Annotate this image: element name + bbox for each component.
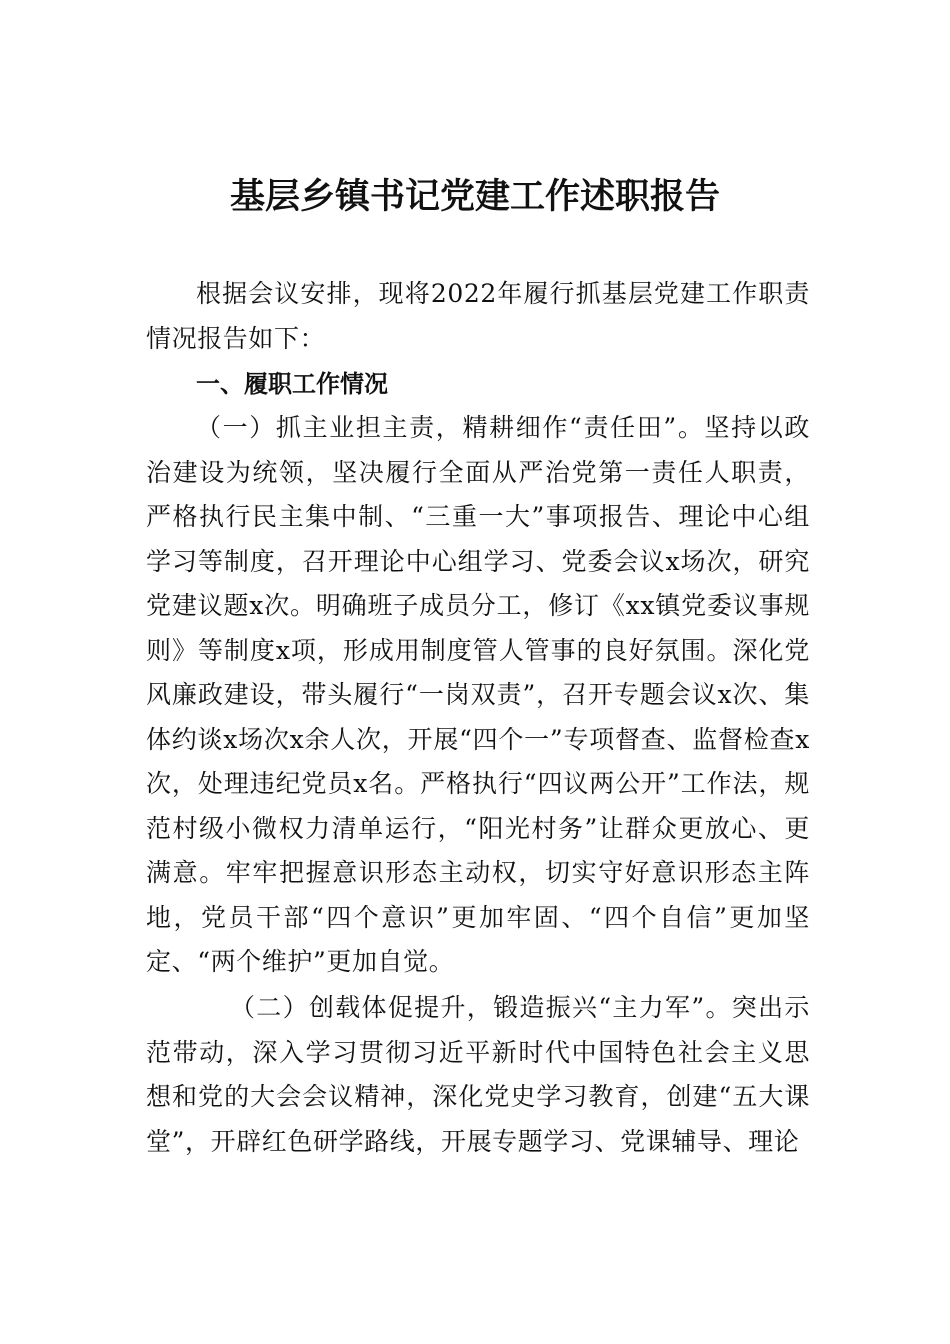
- document-title: 基层乡镇书记党建工作述职报告: [229, 176, 720, 217]
- body-paragraph-1: （一）抓主业担主责，精耕细作“责任田”。坚持以政治建设为统领，坚决履行全面从严治党第一责任人职责，严格执行民主集中制、“三重一大”事项报告、理论中心组学习等制度，召开理论中心组学习、党委会议x场次，研究党建议题x次。明确班子成员分工，修订《xx镇党委议事规则》等制度x项，形成用制度管人管事的良好氛围。深化党风廉政建设，带头履行“一岗双责”，召开专题会议x次、集体约谈x场次x余人次，开展“四个一”专项督查、监督检查x次，处理违纪党员x名。严格执行“四议两公开”工作法，规范村级小微权力清单运行，“阳光村务”让群众更放心、更满意。牢牢把握意识形态主动权，切实守好意识形态主阵地，党员干部“四个意识”更加牢固、“四个自信”更加坚定、“两个维护”更加自觉。: [146, 413, 810, 976]
- section-heading: 一、履职工作情况: [196, 370, 388, 398]
- intro-paragraph: 根据会议安排，现将2022年履行抓基层党建工作职责情况报告如下：: [146, 279, 810, 353]
- body-paragraph-2: （二）创载体促提升，锻造振兴“主力军”。突出示范带动，深入学习贯彻习近平新时代中国特色社会主义思想和党的大会会议精神，深化党史学习教育，创建“五大课堂”，开辟红色研学路线，开展专题学习、党课辅导、理论: [146, 993, 810, 1156]
